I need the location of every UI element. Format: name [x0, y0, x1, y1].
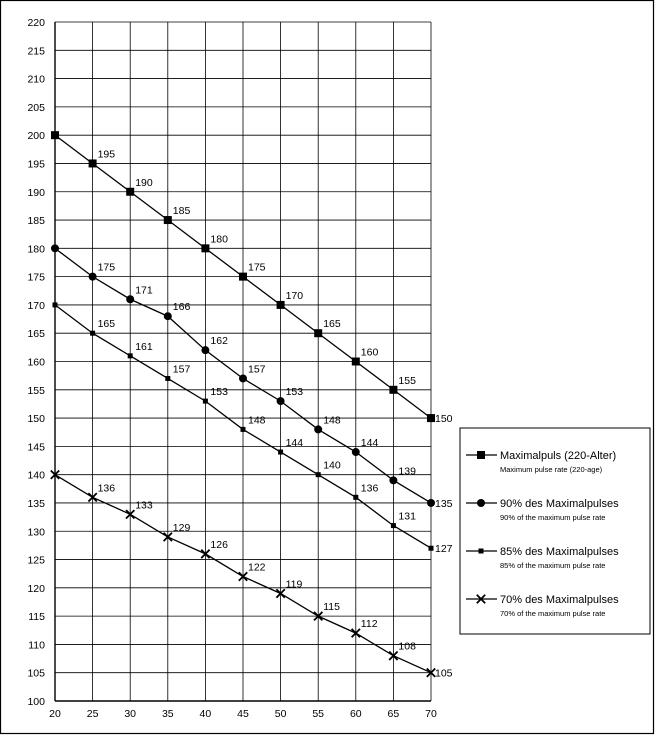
y-tick-label: 110	[28, 639, 45, 652]
data-point	[203, 399, 208, 404]
legend-sublabel: 85% of the maximum pulse rate	[500, 561, 606, 570]
data-label: 108	[398, 640, 416, 653]
y-tick-label: 165	[27, 328, 45, 341]
data-label: 112	[360, 618, 378, 631]
data-label: 136	[360, 482, 379, 495]
data-label: 165	[323, 318, 341, 331]
data-label: 157	[248, 363, 266, 376]
legend-marker	[477, 499, 485, 507]
y-tick-label: 195	[27, 158, 45, 171]
data-point	[201, 346, 209, 354]
data-point	[389, 386, 397, 394]
data-point	[427, 499, 435, 507]
x-tick-label: 30	[124, 708, 137, 720]
data-label: 136	[97, 482, 116, 495]
data-label: 171	[135, 284, 153, 297]
data-label: 185	[172, 205, 191, 218]
data-point	[278, 450, 283, 455]
y-tick-label: 135	[27, 497, 45, 510]
data-label: 180	[210, 233, 228, 246]
data-label: 129	[172, 521, 191, 534]
data-label: 139	[398, 465, 416, 478]
legend	[460, 428, 650, 634]
data-point	[352, 448, 360, 456]
x-tick-label: 50	[274, 708, 287, 720]
y-tick-label: 105	[27, 667, 45, 680]
y-tick-label: 175	[27, 271, 45, 284]
legend-sublabel: Maximum pulse rate (220-age)	[500, 465, 603, 474]
data-point	[314, 425, 322, 433]
data-label: 133	[135, 499, 153, 512]
data-label: 140	[323, 459, 341, 472]
data-point	[51, 244, 59, 252]
legend-label: Maximalpuls (220-Alter)	[500, 450, 617, 462]
legend-label: 85% des Maximalpulses	[500, 546, 619, 558]
data-point	[164, 216, 172, 224]
x-tick-label: 25	[86, 708, 99, 720]
data-label: 195	[97, 148, 116, 161]
y-tick-label: 125	[27, 554, 45, 567]
data-label: 119	[285, 578, 303, 591]
y-tick-label: 145	[27, 441, 45, 454]
data-label: 126	[210, 538, 228, 551]
x-tick-label: 60	[349, 708, 362, 720]
data-label: 127	[435, 543, 453, 556]
legend-label: 90% des Maximalpulses	[500, 498, 619, 510]
y-tick-label: 120	[27, 582, 45, 595]
x-tick-label: 40	[199, 708, 212, 720]
data-point	[164, 312, 172, 320]
legend-marker	[477, 451, 485, 459]
data-label: 105	[435, 667, 453, 680]
y-tick-label: 200	[27, 130, 45, 143]
data-label: 148	[323, 414, 341, 427]
y-tick-label: 160	[27, 356, 45, 369]
y-tick-label: 205	[27, 101, 45, 114]
legend-sublabel: 70% of the maximum pulse rate	[500, 609, 606, 618]
data-label: 131	[398, 510, 416, 523]
data-point	[353, 495, 358, 500]
data-point	[389, 476, 397, 484]
y-tick-label: 115	[28, 611, 45, 624]
data-label: 155	[398, 374, 416, 387]
data-label: 162	[210, 335, 228, 348]
data-label: 190	[135, 176, 153, 189]
data-point	[126, 188, 134, 196]
data-label: 135	[435, 497, 453, 510]
y-tick-label: 185	[27, 215, 45, 228]
data-label: 144	[360, 437, 379, 450]
data-point	[128, 353, 133, 358]
x-tick-label: 45	[237, 708, 249, 720]
x-tick-label: 35	[161, 708, 174, 720]
data-point	[90, 331, 95, 336]
y-tick-label: 210	[27, 73, 45, 86]
x-tick-label: 55	[312, 708, 325, 720]
data-label: 160	[360, 346, 379, 359]
data-label: 115	[323, 601, 340, 614]
data-label: 148	[248, 414, 266, 427]
data-point	[165, 376, 170, 381]
data-point	[427, 414, 435, 422]
y-tick-label: 220	[27, 17, 45, 29]
data-point	[53, 302, 58, 307]
data-point	[126, 295, 134, 303]
x-tick-label: 70	[425, 708, 437, 720]
data-label: 144	[285, 437, 304, 450]
data-label: 175	[97, 261, 116, 274]
data-point	[429, 546, 434, 551]
y-tick-label: 215	[27, 45, 45, 58]
data-label: 166	[172, 301, 191, 314]
y-tick-label: 155	[27, 384, 45, 397]
y-tick-label: 100	[27, 696, 45, 708]
data-point	[239, 273, 247, 281]
data-point	[277, 301, 285, 309]
data-point	[51, 131, 59, 139]
data-label: 165	[97, 318, 116, 331]
data-label: 153	[285, 386, 304, 399]
data-label: 175	[248, 261, 266, 274]
y-tick-label: 130	[27, 526, 45, 539]
data-label: 157	[172, 363, 191, 376]
y-tick-label: 190	[27, 186, 45, 199]
y-tick-label: 180	[27, 243, 45, 256]
legend-label: 70% des Maximalpulses	[500, 594, 619, 606]
data-label: 161	[135, 340, 153, 353]
data-point	[391, 523, 396, 528]
data-point	[352, 358, 360, 366]
y-tick-label: 170	[27, 299, 45, 312]
data-label: 150	[435, 413, 453, 426]
data-point	[89, 273, 97, 281]
data-point	[89, 159, 97, 167]
data-point	[316, 472, 321, 477]
legend-sublabel: 90% of the maximum pulse rate	[500, 513, 606, 522]
legend-marker	[479, 549, 484, 554]
data-label: 122	[248, 561, 266, 574]
y-tick-label: 140	[27, 469, 45, 482]
data-point	[239, 374, 247, 382]
data-label: 153	[210, 386, 228, 399]
x-tick-label: 65	[387, 708, 400, 720]
data-point	[241, 427, 246, 432]
data-label: 170	[285, 289, 304, 302]
data-point	[277, 397, 285, 405]
y-tick-label: 150	[27, 413, 45, 426]
x-tick-label: 20	[49, 708, 61, 720]
data-point	[201, 244, 209, 252]
data-point	[314, 329, 322, 337]
